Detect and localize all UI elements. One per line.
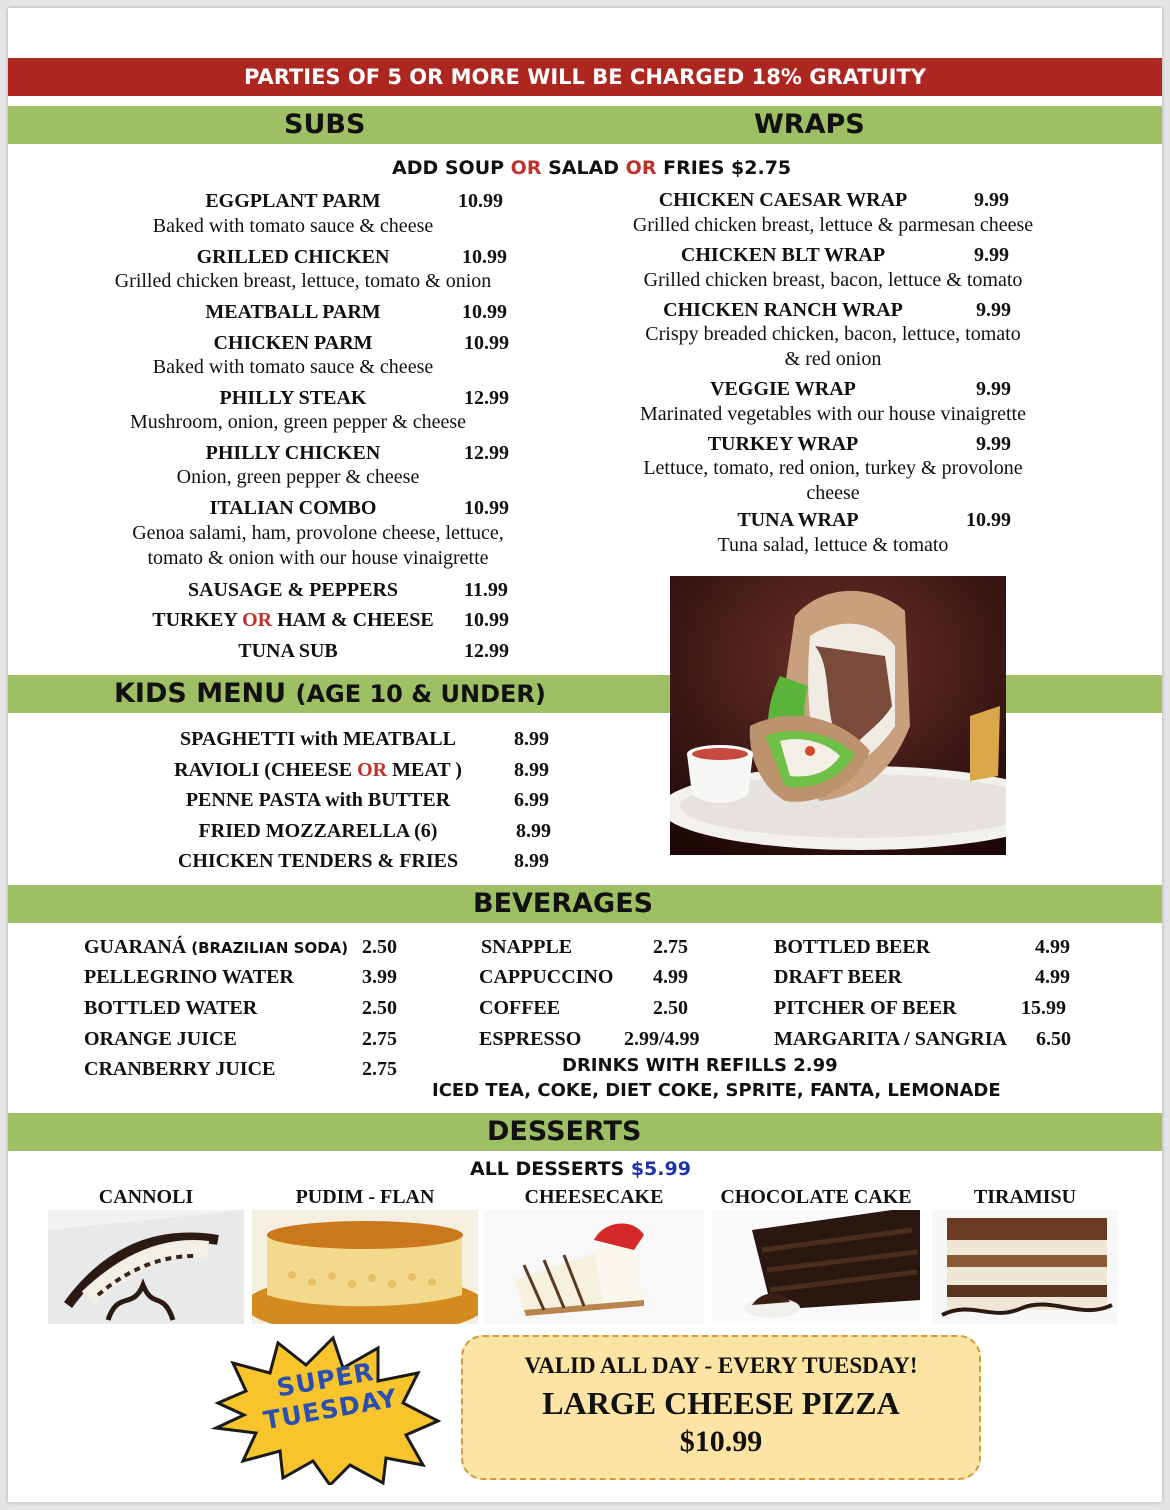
sub-price: 10.99 [462,301,507,323]
sub-name: GRILLED CHICKEN [196,246,390,268]
sub-price: 10.99 [464,332,509,354]
beverage-name: PELLEGRINO WATER [84,966,294,988]
sub-name-part: TURKEY [152,609,243,631]
wrap-desc: Lettuce, tomato, red onion, turkey & provolone [643,457,1023,479]
sub-name: CHICKEN PARM [213,332,373,354]
wrap-desc: Tuna salad, lettuce & tomato [717,534,949,556]
super-tuesday-badge [208,1333,444,1485]
wrap-name: CHICKEN CAESAR WRAP [658,189,908,211]
gratuity-banner: PARTIES OF 5 OR MORE WILL BE CHARGED 18% GRATUITY [8,58,1162,96]
wrap-photo [670,576,1006,855]
sub-price: 10.99 [464,497,509,519]
sub-name: ITALIAN COMBO [209,497,377,519]
wrap-desc: Marinated vegetables with our house vinaigrette [640,403,1026,425]
kids-item-price: 8.99 [514,850,549,872]
addon-text: FRIES $2.75 [656,157,792,179]
addon-line [392,157,791,179]
wrap-desc: Crispy breaded chicken, bacon, lettuce, tomato [645,323,1021,345]
kids-title-text: KIDS MENU [114,678,287,709]
or-word: OR [242,609,273,631]
refills-list: ICED TEA, COKE, DIET COKE, SPRITE, FANTA, LEMONADE [432,1080,1001,1101]
sub-desc: tomato & onion with our house vinaigrette [147,547,489,569]
chocolate-cake-photo [712,1210,920,1324]
coupon-valid-line: VALID ALL DAY - EVERY TUESDAY! [524,1353,918,1378]
wrap-price: 9.99 [974,189,1009,211]
addon-text: ADD SOUP [392,157,511,179]
wrap-name: TUNA WRAP [737,509,859,531]
beverage-name: CRANBERRY JUICE [84,1058,276,1080]
beverage-name [84,935,348,960]
sub-name: EGGPLANT PARM [205,190,381,212]
beverage-name-text: GUARANÁ [84,936,187,958]
all-desserts-price: $5.99 [630,1158,691,1180]
tiramisu-photo [932,1210,1118,1324]
sub-desc: Baked with tomato sauce & cheese [152,356,434,378]
subs-title: SUBS [284,109,366,140]
sub-desc: Grilled chicken breast, lettuce, tomato & onion [114,270,492,292]
kids-item-price: 6.99 [514,789,549,811]
wrap-price: 9.99 [974,244,1009,266]
beverage-price: 6.50 [1036,1028,1071,1050]
beverage-name: DRAFT BEER [774,966,902,988]
beverage-price: 3.99 [362,966,397,988]
all-desserts-line [470,1158,691,1180]
sub-price: 12.99 [464,442,509,464]
sub-desc: Onion, green pepper & cheese [176,466,420,488]
beverage-name: SNAPPLE [481,936,573,958]
beverage-price: 2.75 [362,1028,397,1050]
addon-or: OR [625,157,657,179]
sub-name: SAUSAGE & PEPPERS [187,579,399,601]
sub-price: 11.99 [464,579,508,601]
kids-item-name: PENNE PASTA with BUTTER [185,789,451,811]
sub-name-part: HAM & CHEESE [272,609,434,631]
kids-item-price: 8.99 [514,759,549,781]
menu-page [8,8,1162,1502]
wrap-name: TURKEY WRAP [707,433,859,455]
beverage-name: ESPRESSO [479,1028,582,1050]
kids-item-name-part: MEAT ) [387,759,462,781]
beverage-price: 2.50 [362,936,397,958]
kids-item-price: 8.99 [514,728,549,750]
beverage-price: 15.99 [1021,997,1066,1019]
desserts-title: DESSERTS [487,1116,642,1147]
beverage-name: MARGARITA / SANGRIA [774,1028,1007,1050]
beverage-name: BOTTLED WATER [84,997,258,1019]
beverage-name: ORANGE JUICE [84,1028,237,1050]
refills-line: DRINKS WITH REFILLS 2.99 [562,1055,838,1076]
addon-text: SALAD [541,157,626,179]
cannoli-photo [48,1210,244,1324]
sub-price: 12.99 [464,387,509,409]
beverage-price: 4.99 [1035,936,1070,958]
kids-title [114,675,546,713]
sub-name: PHILLY CHICKEN [205,442,381,464]
wrap-price: 10.99 [966,509,1011,531]
wrap-desc: cheese [806,482,860,504]
sub-name: MEATBALL PARM [205,301,381,323]
kids-item-name [158,758,478,782]
wrap-desc: Grilled chicken breast, lettuce & parmesan cheese [632,214,1034,236]
sub-name: PHILLY STEAK [219,387,367,409]
beverage-name: CAPPUCCINO [479,966,614,988]
dessert-label-cheesecake: CHEESECAKE [524,1186,664,1208]
addon-or: OR [510,157,542,179]
wrap-name: CHICKEN RANCH WRAP [663,299,903,321]
or-word: OR [357,759,388,781]
beverage-price: 2.50 [362,997,397,1019]
wrap-desc: & red onion [784,348,882,370]
wrap-price: 9.99 [976,299,1011,321]
beverages-title: BEVERAGES [473,888,654,919]
beverage-price: 2.75 [653,936,688,958]
flan-photo [252,1210,478,1324]
kids-item-name: CHICKEN TENDERS & FRIES [177,850,459,872]
coupon-offer: LARGE CHEESE PIZZA [542,1385,900,1421]
dessert-label-tiramisu: TIRAMISU [973,1186,1077,1208]
beverage-price: 2.99/4.99 [624,1028,700,1050]
kids-item-price: 8.99 [516,820,551,842]
beverage-name: COFFEE [479,997,561,1019]
sub-price: 10.99 [458,190,503,212]
beverage-name: BOTTLED BEER [774,936,931,958]
wrap-price: 9.99 [976,378,1011,400]
coupon-price: $10.99 [679,1425,763,1458]
wrap-name: VEGGIE WRAP [710,378,856,400]
kids-item-name: SPAGHETTI with MEATBALL [180,728,456,750]
subs-wraps-header-bar [8,106,1162,144]
sub-name [148,608,438,632]
all-desserts-label: ALL DESSERTS [470,1158,631,1180]
beverage-note: (BRAZILIAN SODA) [191,939,349,957]
sub-desc: Mushroom, onion, green pepper & cheese [129,411,466,433]
beverage-price: 2.50 [653,997,688,1019]
dessert-label-cannoli: CANNOLI [98,1186,194,1208]
pizza-coupon [461,1335,981,1480]
wrap-desc: Grilled chicken breast, bacon, lettuce & tomato [643,269,1023,291]
kids-item-name: FRIED MOZZARELLA (6) [198,820,438,842]
sub-price: 12.99 [464,640,509,662]
cheesecake-photo [484,1210,704,1324]
beverage-price: 2.75 [362,1058,397,1080]
kids-age-note: (AGE 10 & UNDER) [295,680,546,708]
wraps-title: WRAPS [754,109,865,140]
beverage-price: 4.99 [1035,966,1070,988]
super-tuesday-text: SUPER TUESDAY [261,1356,400,1436]
wrap-price: 9.99 [976,433,1011,455]
beverage-name: PITCHER OF BEER [774,997,957,1019]
beverage-price: 4.99 [653,966,688,988]
sub-desc: Baked with tomato sauce & cheese [152,215,434,237]
sub-price: 10.99 [462,246,507,268]
wrap-name: CHICKEN BLT WRAP [680,244,886,266]
sub-desc: Genoa salami, ham, provolone cheese, lettuce, [132,522,504,544]
dessert-label-chocolate-cake: CHOCOLATE CAKE [720,1186,912,1208]
sub-price: 10.99 [464,609,509,631]
sub-name: TUNA SUB [238,640,338,662]
kids-item-name-part: RAVIOLI (CHEESE [174,759,358,781]
dessert-label-flan: PUDIM - FLAN [295,1186,435,1208]
